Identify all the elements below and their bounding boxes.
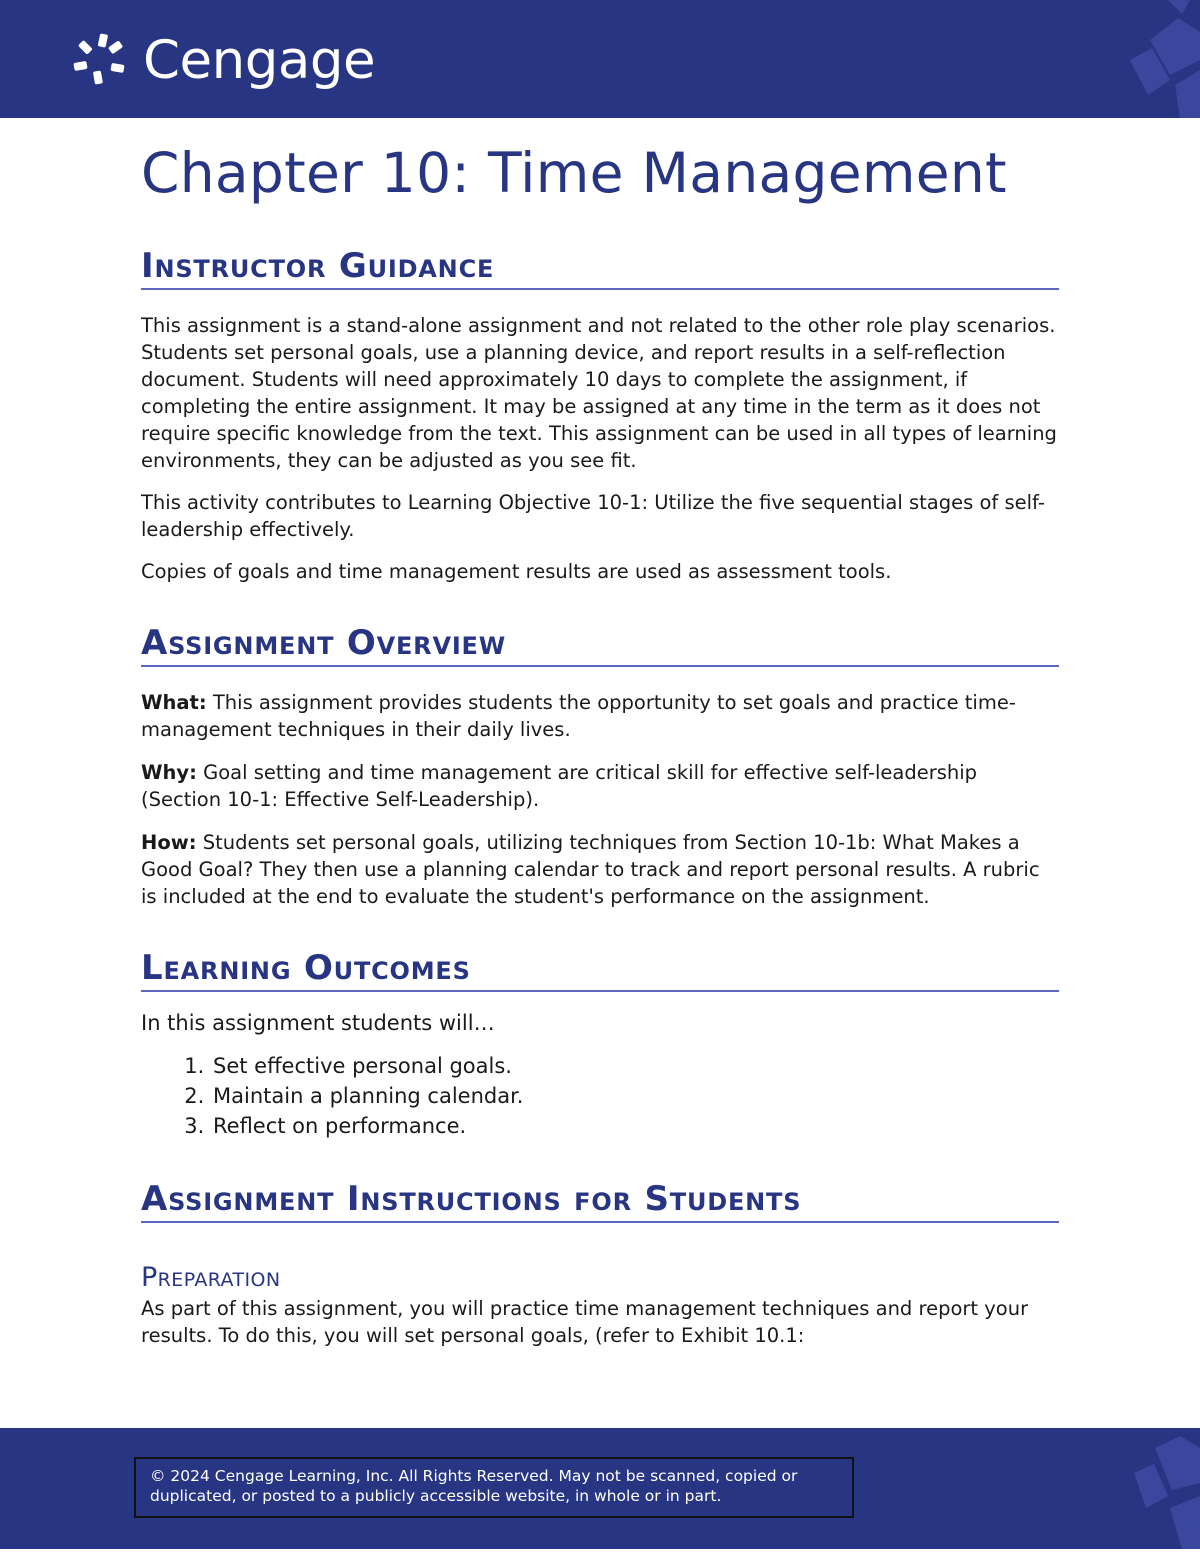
preparation-text: As part of this assignment, you will practice time management techniques and report your results. To do this, you will set personal goals, (refer to Exhibit 10.1: [141, 1297, 1029, 1347]
outcome-item: 2. Maintain a planning calendar. [211, 1081, 1059, 1111]
guidance-paragraph-2: This activity contributes to Learning Objective 10-1: Utilize the five sequential stages of self-leadership effectively. [141, 491, 1045, 541]
what-label: What: [141, 691, 207, 714]
section-heading-assignment-overview: Assignment Overview [141, 623, 1059, 667]
outcome-item: 1. Set effective personal goals. [211, 1051, 1059, 1081]
what-text: This assignment provides students the opportunity to set goals and practice time-management techniques in their daily lives. [141, 691, 1016, 741]
outcome-item: 3. Reflect on performance. [211, 1111, 1059, 1141]
subheading-preparation: Preparation [141, 1262, 281, 1293]
decorative-pattern-icon [1120, 1428, 1200, 1549]
copyright-notice: © 2024 Cengage Learning, Inc. All Rights Reserved. May not be scanned, copied or duplicated, or posted to a publicly accessible website, in whole or in part. [134, 1457, 854, 1518]
guidance-paragraph-3: Copies of goals and time management results are used as assessment tools. [141, 560, 892, 583]
page-title: Chapter 10: Time Management [141, 141, 1007, 205]
outcomes-intro: In this assignment students will… [141, 1011, 495, 1035]
footer-band [0, 1428, 1200, 1549]
section-heading-learning-outcomes: Learning Outcomes [141, 948, 1059, 992]
document-body [141, 140, 1059, 1349]
header-band [0, 0, 1200, 118]
overview-what [141, 689, 1059, 743]
section-heading-instructions: Assignment Instructions for Students [141, 1179, 1059, 1223]
overview-how [141, 829, 1059, 910]
cengage-logo-icon [72, 32, 132, 92]
how-text: Students set personal goals, utilizing techniques from Section 10-1b: What Makes a Good Goal? They then use a planning calendar to track and report personal results. A rubric is included at the end to evaluate the student's performance on the assignment. [141, 831, 1040, 908]
brand-wordmark: Cengage [143, 30, 376, 91]
section-heading-instructor-guidance: Instructor Guidance [141, 246, 1059, 290]
overview-why [141, 759, 1059, 813]
outcomes-list [141, 1051, 1059, 1141]
why-label: Why: [141, 761, 197, 784]
guidance-paragraph-1: This assignment is a stand-alone assignment and not related to the other role play scenarios. Students set personal goals, use a planning device, and report results in a self-reflection document. Students will need approximately 10 days to complete the assignment, if completing the entire assignment. It may be assigned at any time in the term as it does not require specific knowledge from the text. This assignment can be used in all types of learning environments, they can be adjusted as you see fit. [141, 314, 1057, 472]
how-label: How: [141, 831, 197, 854]
why-text: Goal setting and time management are critical skill for effective self-leadership (Section 10-1: Effective Self-Leadership). [141, 761, 978, 811]
decorative-pattern-icon [1120, 0, 1200, 118]
